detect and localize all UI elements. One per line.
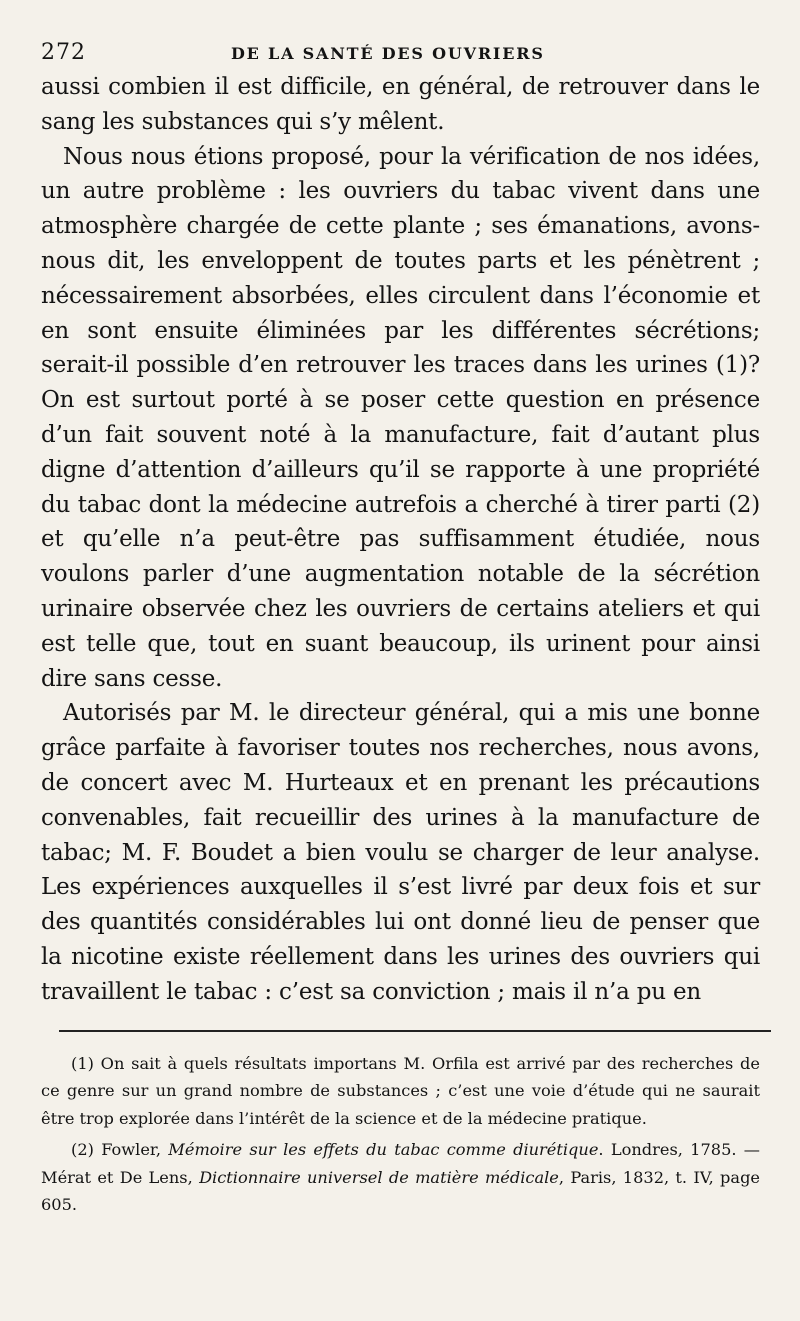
footnote-2-suffix: , Paris, 1832, t. IV, page 605.: [41, 1167, 761, 1215]
footnote-2-title-1: Mémoire sur les effets du tabac comme diurétique: [168, 1140, 599, 1160]
footnote-1: (1) On sait à quels résultats importans M. Orfila est arrivé par des recherches de ce genre sur un grand nombre de substances ; c’est une voie d’étude qui ne saurait être trop explorée dans l’intérêt de la science et de la médecine pratique.: [41, 1053, 760, 1128]
footnotes: [41, 1050, 760, 1219]
main-text: [41, 70, 760, 1010]
paragraph-1: aussi combien il est difficile, en général, de retrouver dans le sang les substances qui s’y mêlent.: [41, 74, 760, 135]
footnote-2-middle: . Londres, 1785. — Mérat et De Lens,: [41, 1140, 760, 1187]
running-head: [41, 34, 760, 70]
paragraph-2: Nous nous étions proposé, pour la vérification de nos idées, un autre problème : les ouvriers du tabac vivent dans une atmosphère chargée de cette plante ; ses émanations, avons-nous dit, les enveloppent de toutes parts et les pénètrent ; nécessairement absorbées, elles circulent dans l’économie et en sont ensuite éliminées par les différentes sécrétions; serait-il possible d’en retrouver les traces dans les urines (1)? On est surtout porté à se poser cette question en présence d’un fait souvent noté à la manufacture, fait d’autant plus digne d’attention d’ailleurs qu’il se rapporte à une propriété du tabac dont la médecine autrefois a cherché à tirer parti (2) et qu’elle n’a peut-être pas suffisamment étudiée, nous voulons parler d’une augmentation notable de la sécrétion urinaire observée chez les ouvriers de certains ateliers et qui est telle que, tout en suant beaucoup, ils urinent pour ainsi dire sans cesse.: [41, 143, 760, 692]
footnote-2-title-2: Dictionnaire universel de matière médicale: [199, 1167, 559, 1187]
footnote-2-prefix: (2) Fowler,: [71, 1140, 169, 1160]
running-title: DE LA SANTÉ DES OUVRIERS: [231, 44, 545, 63]
paragraph-3: Autorisés par M. le directeur général, qui a mis une bonne grâce parfaite à favoriser toutes nos recherches, nous avons, de concert avec M. Hurteaux et en prenant les précautions convenables, fait recueillir des urines à la manufacture de tabac; M. F. Boudet a bien voulu se charger de leur analyse. Les expériences auxquelles il s’est livré par deux fois et sur des quantités considérables lui ont donné lieu de penser que la nicotine existe réellement dans les urines des ouvriers qui travaillent le tabac : c’est sa conviction ; mais il n’a pu en: [41, 700, 760, 1005]
page-number: 272: [41, 40, 86, 65]
footnote-rule: [59, 1030, 771, 1032]
footnote-2: [41, 1136, 760, 1219]
